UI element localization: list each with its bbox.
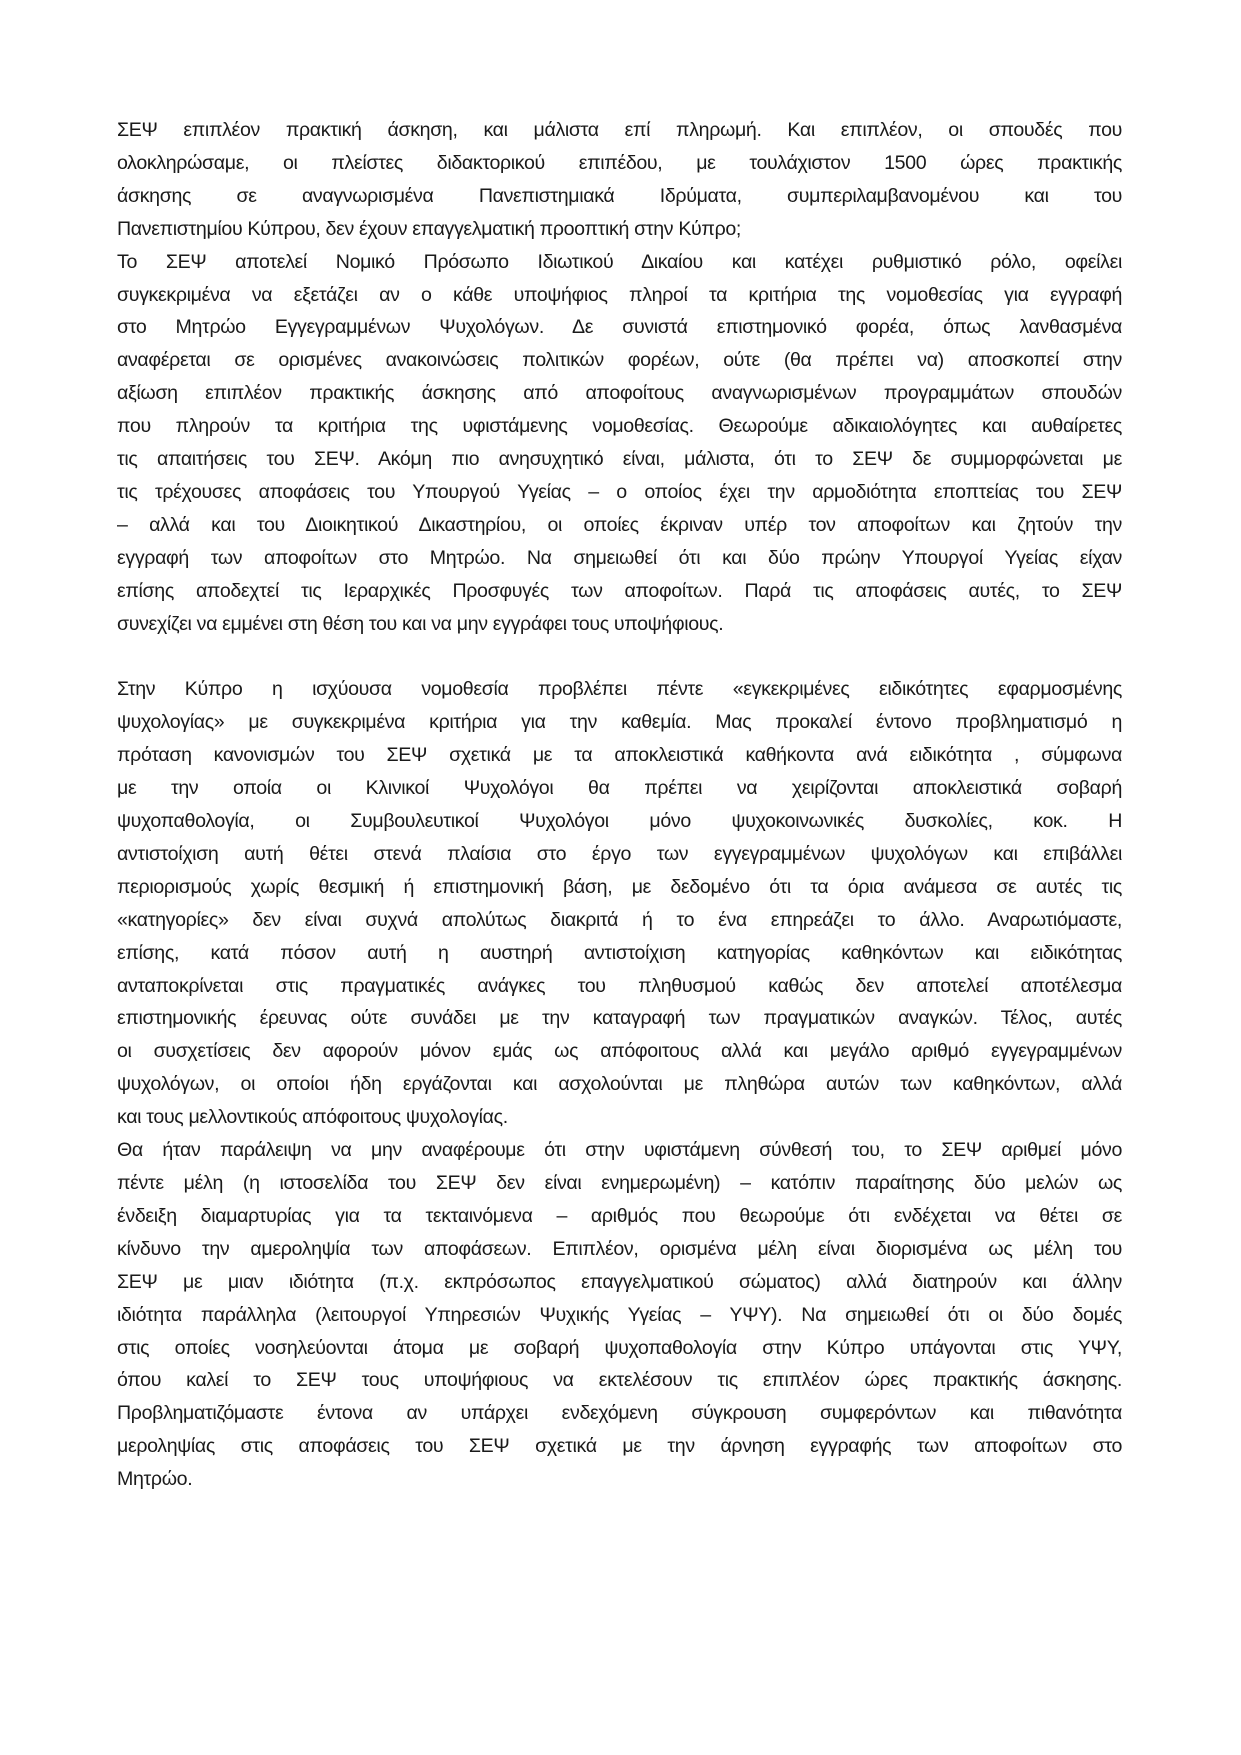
text-line: με την οποία οι Κλινικοί Ψυχολόγοι θα πρέπει να χειρίζονται αποκλειστικά σοβαρή xyxy=(117,777,1122,800)
text-line: μεροληψίας στις αποφάσεις του ΣΕΨ σχετικά με την άρνηση εγγραφής των αποφοίτων στο xyxy=(117,1435,1122,1458)
text-line: Μητρώο. xyxy=(117,1468,193,1491)
text-line: οι συσχετίσεις δεν αφορούν μόνον εμάς ως απόφοιτους αλλά και μεγάλο αριθμό εγγεγραμμένων xyxy=(117,1040,1122,1063)
text-line: «κατηγορίες» δεν είναι συχνά απολύτως διακριτά ή το ένα επηρεάζει το άλλο. Αναρωτιόμαστε, xyxy=(117,908,1122,931)
paragraph-4 xyxy=(117,1134,1122,1496)
text-line: επίσης, κατά πόσον αυτή η αυστηρή αντιστοίχιση κατηγορίας καθηκόντων και ειδικότητας xyxy=(117,941,1122,964)
text-line: ΣΕΨ με μιαν ιδιότητα (π.χ. εκπρόσωπος επαγγελματικού σώματος) αλλά διατηρούν και άλλην xyxy=(117,1270,1122,1293)
text-line: ολοκληρώσαμε, οι πλείστες διδακτορικού επιπέδου, με τουλάχιστον 1500 ώρες πρακτικής xyxy=(117,151,1122,174)
text-line: περιορισμούς χωρίς θεσμική ή επιστημονική βάση, με δεδομένο ότι τα όρια ανάμεσα σε αυτές τις xyxy=(117,875,1122,898)
text-line: συγκεκριμένα να εξετάζει αν ο κάθε υποψήφιος πληροί τα κριτήρια της νομοθεσίας για εγγραφή xyxy=(117,283,1122,306)
text-line: Θα ήταν παράλειψη να μην αναφέρουμε ότι στην υφιστάμενη σύνθεσή του, το ΣΕΨ αριθμεί μόνο xyxy=(117,1139,1122,1162)
text-line: ένδειξη διαμαρτυρίας για τα τεκταινόμενα – αριθμός που θεωρούμε ότι ενδέχεται να θέτει σε xyxy=(117,1204,1122,1227)
text-line: αναφέρεται σε ορισμένες ανακοινώσεις πολιτικών φορέων, ούτε (θα πρέπει να) αποσκοπεί στην xyxy=(117,349,1122,372)
paragraph-2 xyxy=(117,246,1122,641)
text-line: στις οποίες νοσηλεύονται άτομα με σοβαρή ψυχοπαθολογία στην Κύπρο υπάγονται στις ΥΨΥ, xyxy=(117,1336,1122,1359)
text-line: αντιστοίχιση αυτή θέτει στενά πλαίσια στο έργο των εγγεγραμμένων ψυχολόγων και επιβάλλει xyxy=(117,842,1122,865)
document-page xyxy=(117,114,1122,1496)
paragraph-spacer xyxy=(117,641,1122,674)
text-line: πρόταση κανονισμών του ΣΕΨ σχετικά με τα αποκλειστικά καθήκοντα ανά ειδικότητα , σύμφωνα xyxy=(117,744,1122,767)
text-line: συνεχίζει να εμμένει στη θέση του και να μην εγγράφει τους υποψήφιους. xyxy=(117,612,724,635)
text-line: όπου καλεί το ΣΕΨ τους υποψήφιους να εκτελέσουν τις επιπλέον ώρες πρακτικής άσκησης. xyxy=(117,1369,1122,1392)
text-line: επίσης αποδεχτεί τις Ιεραρχικές Προσφυγές των αποφοίτων. Παρά τις αποφάσεις αυτές, το ΣΕΨ xyxy=(117,579,1122,602)
text-line: τις απαιτήσεις του ΣΕΨ. Ακόμη πιο ανησυχητικό είναι, μάλιστα, ότι το ΣΕΨ δε συμμορφώνεται με xyxy=(117,448,1122,471)
text-line: στο Μητρώο Εγγεγραμμένων Ψυχολόγων. Δε συνιστά επιστημονικό φορέα, όπως λανθασμένα xyxy=(117,316,1122,339)
text-line: Πανεπιστημίου Κύπρου, δεν έχουν επαγγελματική προοπτική στην Κύπρο; xyxy=(117,217,742,240)
text-line: ψυχολόγων, οι οποίοι ήδη εργάζονται και ασχολούνται με πληθώρα αυτών των καθηκόντων, αλλά xyxy=(117,1073,1122,1096)
text-line: πέντε μέλη (η ιστοσελίδα του ΣΕΨ δεν είναι ενημερωμένη) – κατόπιν παραίτησης δύο μελών ως xyxy=(117,1171,1122,1194)
text-line: – αλλά και του Διοικητικού Δικαστηρίου, οι οποίες έκριναν υπέρ τον αποφοίτων και ζητούν την xyxy=(117,513,1122,536)
text-line: ιδιότητα παράλληλα (λειτουργοί Υπηρεσιών Ψυχικής Υγείας – ΥΨΥ). Να σημειωθεί ότι οι δύο δομές xyxy=(117,1303,1122,1326)
text-line: και τους μελλοντικούς απόφοιτους ψυχολογίας. xyxy=(117,1106,508,1129)
text-line: ανταποκρίνεται στις πραγματικές ανάγκες του πληθυσμού καθώς δεν αποτελεί αποτέλεσμα xyxy=(117,974,1122,997)
text-line: κίνδυνο την αμεροληψία των αποφάσεων. Επιπλέον, ορισμένα μέλη είναι διορισμένα ως μέλη του xyxy=(117,1237,1122,1260)
text-line: Το ΣΕΨ αποτελεί Νομικό Πρόσωπο Ιδιωτικού Δικαίου και κατέχει ρυθμιστικό ρόλο, οφείλει xyxy=(117,250,1122,273)
text-line: εγγραφή των αποφοίτων στο Μητρώο. Να σημειωθεί ότι και δύο πρώην Υπουργοί Υγείας είχαν xyxy=(117,546,1122,569)
text-line: αξίωση επιπλέον πρακτικής άσκησης από αποφοίτους αναγνωρισμένων προγραμμάτων σπουδών xyxy=(117,382,1122,405)
text-line: άσκησης σε αναγνωρισμένα Πανεπιστημιακά Ιδρύματα, συμπεριλαμβανομένου και του xyxy=(117,184,1122,207)
paragraph-1 xyxy=(117,114,1122,246)
text-line: τις τρέχουσες αποφάσεις του Υπουργού Υγείας – ο οποίος έχει την αρμοδιότητα εποπτείας του ΣΕΨ xyxy=(117,480,1122,503)
text-line: ψυχοπαθολογία, οι Συμβουλευτικοί Ψυχολόγοι μόνο ψυχοκοινωνικές δυσκολίες, κοκ. Η xyxy=(117,810,1122,833)
paragraph-3 xyxy=(117,673,1122,1134)
text-line: που πληρούν τα κριτήρια της υφιστάμενης νομοθεσίας. Θεωρούμε αδικαιολόγητες και αυθαίρετες xyxy=(117,415,1122,438)
text-line: Προβληματιζόμαστε έντονα αν υπάρχει ενδεχόμενη σύγκρουση συμφερόντων και πιθανότητα xyxy=(117,1402,1122,1425)
text-line: Στην Κύπρο η ισχύουσα νομοθεσία προβλέπει πέντε «εγκεκριμένες ειδικότητες εφαρμοσμένης xyxy=(117,678,1122,701)
text-line: επιστημονικής έρευνας ούτε συνάδει με την καταγραφή των πραγματικών αναγκών. Τέλος, αυτές xyxy=(117,1007,1122,1030)
text-line: ΣΕΨ επιπλέον πρακτική άσκηση, και μάλιστα επί πληρωμή. Και επιπλέον, οι σπουδές που xyxy=(117,119,1122,141)
text-line: ψυχολογίας» με συγκεκριμένα κριτήρια για την καθεμία. Μας προκαλεί έντονο προβληματισμό η xyxy=(117,711,1122,734)
